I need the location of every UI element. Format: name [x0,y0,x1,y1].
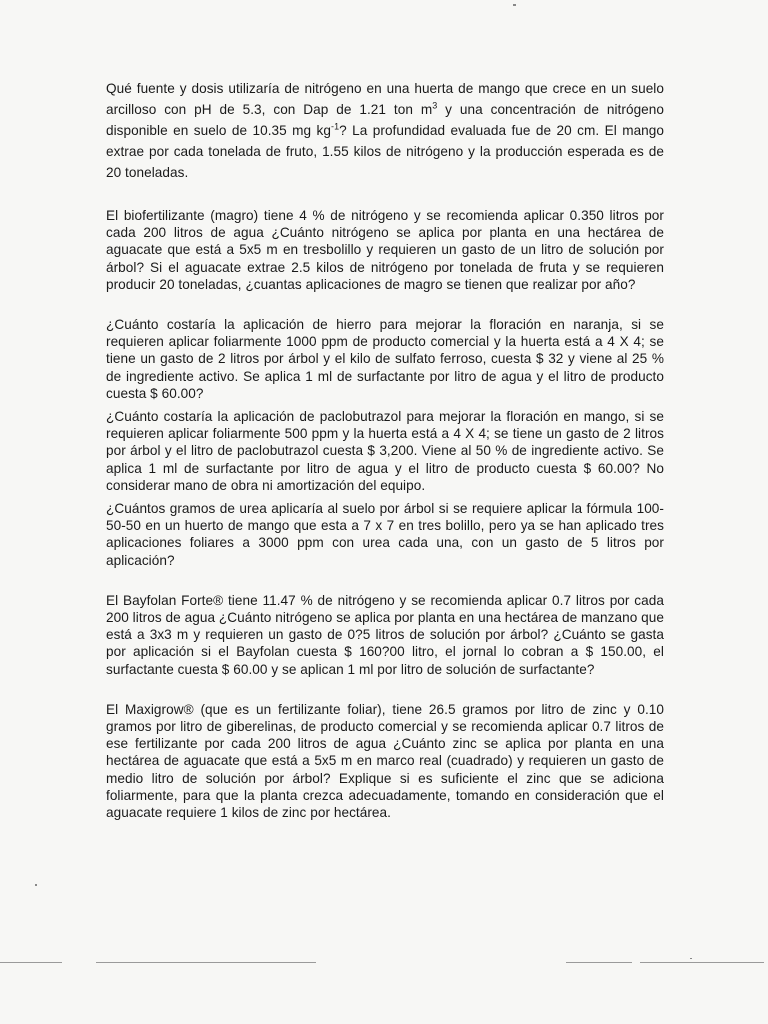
scan-edge-line [96,962,316,963]
question-paragraph-3: ¿Cuánto costaría la aplicación de hierro para mejorar la floración en naranja, si se requieren aplicar foliarmente 1000 ppm de producto comercial y la huerta está a 4 X 4; se tiene un gasto de 2 litros por árbol y el kilo de sulfato ferroso, cuesta $ 32 y viene al 25 % de ingrediente activo. Se aplica 1 ml de surfactante por litro de agua y el litro de producto cuesta $ 60.00? [106,317,664,401]
question-paragraph-4: ¿Cuánto costaría la aplicación de paclobutrazol para mejorar la floración en mango, si se requieren aplicar foliarmente 500 ppm y la huerta está a 4 X 4; se tiene un gasto de 2 litros por árbol y el litro de paclobutrazol cuesta $ 3,200. Viene al 50 % de ingrediente activo. Se aplica 1 ml de surfactante por litro de agua y el litro de producto cuesta $ 60.00? No considerar mano de obra ni amortización del equipo. [106,409,664,493]
question-paragraph-2: El biofertilizante (magro) tiene 4 % de nitrógeno y se recomienda aplicar 0.350 litros por cada 200 litros de agua ¿Cuánto nitrógeno se aplica por planta en una hectárea de aguacate que está a 5x5 m en tresbolillo y requieren un gasto de un litro de solución por árbol? Si el aguacate extrae 2.5 kilos de nitrógeno por tonelada de fruta y se requieren producir 20 toneladas, ¿cuantas aplicaciones de magro se tienen que realizar por año? [106,208,664,292]
scan-speck [513,4,516,6]
scan-speck [35,884,37,886]
question-paragraph-1: Qué fuente y dosis utilizaría de nitrógeno en una huerta de mango que crece en un suelo arcilloso con pH de 5.3, con Dap de 1.21 ton $m^3$ y una concentración de nitrógeno disponible en suelo de 10.35 mg $kg^{-1}$? La profundidad evaluada fue de 20 cm. El mango extrae por cada tonelada de fruto, 1.55 kilos de nitrógeno y la producción esperada es de 20 toneladas. [106,81,665,180]
question-paragraph-5: ¿Cuántos gramos de urea aplicaría al suelo por árbol si se requiere aplicar la fórmula 100-50-50 en un huerto de mango que esta a 7 x 7 en tres bolillo, pero ya se han aplicado tres aplicaciones foliares a 3000 ppm con urea cada una, con un gasto de 5 litros por aplicación? [106,501,664,568]
scan-edge-line [566,962,632,963]
document-body [106,78,664,821]
question-paragraph-7: El Maxigrow® (que es un fertilizante foliar), tiene 26.5 gramos por litro de zinc y 0.10 gramos por litro de giberelinas, de producto comercial y se recomienda aplicar 0.7 litros de ese fertilizante por cada 200 litros de agua ¿Cuánto zinc se aplica por planta en una hectárea de aguacate que está a 5x5 m en marco real (cuadrado) y requieren un gasto de medio litro de solución por árbol? Explique si es suficiente el zinc que se adiciona foliarmente, para que la planta crezca adecuadamente, tomando en consideración que el aguacate requiere 1 kilos de zinc por hectárea. [106,701,664,821]
scan-speck [690,958,692,959]
question-paragraph-6: El Bayfolan Forte® tiene 11.47 % de nitrógeno y se recomienda aplicar 0.7 litros por cada 200 litros de agua ¿Cuánto nitrógeno se aplica por planta en una hectárea de manzano que está a 3x3 m y requieren un gasto de 0?5 litros de solución por árbol? ¿Cuánto se gasta por aplicación si el Bayfolan cuesta $ 160?00 litro, el jornal lo cobran a $ 150.00, el surfactante cuesta $ 60.00 y se aplican 1 ml por litro de solución de surfactante? [106,592,664,677]
scan-edge-line [640,962,764,963]
scan-edge-line [0,962,62,963]
